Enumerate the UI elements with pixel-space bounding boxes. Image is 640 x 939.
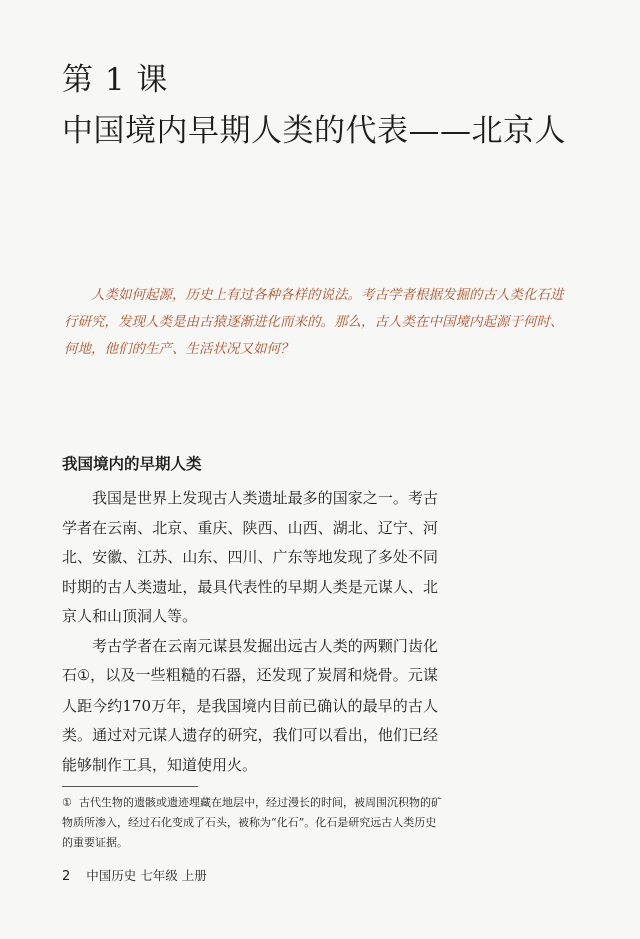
lesson-title: 中国境内早期人类的代表——北京人 [62,113,566,149]
section-body [62,484,438,780]
footnote [62,793,446,853]
page-footer [62,866,207,884]
footnote-reference[interactable]: ① [77,668,91,684]
lesson-number: 第 1 课 [62,62,169,98]
book-title: 中国历史 七年级 上册 [86,868,207,883]
footnote-divider [62,786,198,787]
footnote-text: 古代生物的遗骸或遗迹埋藏在地层中，经过漫长的时间，被周围沉积物的矿物质所渗入，经过石化变成了石头，被称为“化石”。化石是研究远古人类历史的重要证据。 [62,796,442,849]
body-paragraph: 我国是世界上发现古人类遗址最多的国家之一。考古学者在云南、北京、重庆、陕西、山西、湖北、辽宁、河北、安徽、江苏、山东、四川、广东等地发现了多处不同时期的古人类遗址，最具代表性的早期人类是元谋人、北京人和山顶洞人等。 [62,489,438,625]
body-text: ，以及一些粗糙的石器，还发现了炭屑和烧骨。元谋人距今约170万年，是我国境内目前已确认的最早的古人类。通过对元谋人遗存的研究，我们可以看出，他们已经能够制作工具，知道使用火。 [62,666,438,774]
body-text: 考古学者在云南元谋县发掘出远古人类的两颗门齿化石 [62,636,438,684]
body-paragraph [62,632,438,781]
page-number: 2 [62,869,71,884]
footnote-marker: ① [62,796,72,809]
section-heading: 我国境内的早期人类 [62,455,202,473]
intro-text: 人类如何起源，历史上有过各种各样的说法。考古学者根据发掘的古人类化石进行研究，发现人类是由古猿逐渐进化而来的。那么，古人类在中国境内起源于何时、何地，他们的生产、生活状况又如何？ [64,287,564,357]
lesson-introduction [64,282,574,363]
